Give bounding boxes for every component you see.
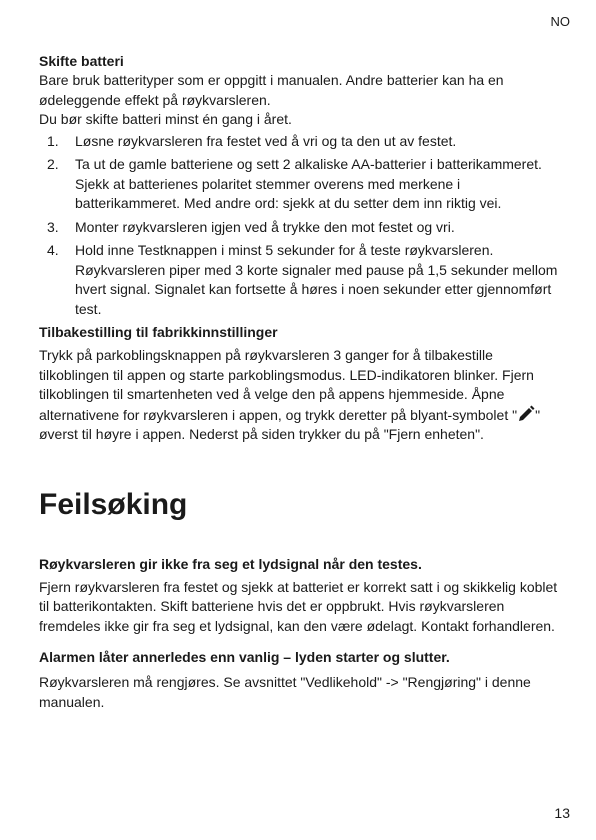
factory-reset-heading: Tilbakestilling til fabrikkinnstillinger [39,324,278,340]
step-text: Ta ut de gamle batteriene og sett 2 alkaliske AA-batterier i batterikammeret. Sjekk at batterienes polaritet stemmer overens med merkene i batterikammeret. Med andre ord: sjekk at du setter dem inn riktig vei. [75,156,542,211]
list-item [39,218,559,238]
battery-steps [39,132,559,320]
step-number: 4. [47,242,59,258]
step-number: 1. [47,132,59,149]
issue-no-sound [39,555,559,637]
step-text: Hold inne Testknappen i minst 5 sekunder for å teste røykvarsleren. Røykvarsleren piper med 3 korte signaler med pause på 1,5 sekunder mellom hvert signal. Signalet kan fortsette å høres i noen sekunder etter gjennomført test. [75,242,558,317]
language-code: NO [550,14,570,29]
battery-heading: Skifte batteri [39,53,124,69]
issue-text: Røykvarsleren må rengjøres. Se avsnittet "Vedlikehold" -> "Rengjøring" i denne manualen. [39,674,531,710]
factory-reset-text [39,346,559,445]
issue-text: Fjern røykvarsleren fra festet og sjekk at batteriet er korrekt satt i og skikkelig koblet til batterikontakten. Skift batteriene hvis det er oppbrukt. Hvis røykvarsleren fremdeles ikke gir fra seg et lydsignal, kan den være ødelagt. Kontakt forhandleren. [39,578,558,634]
battery-section [39,52,559,319]
issue-heading: Alarmen låter annerledes enn vanlig – lyden starter og slutter. [39,649,450,665]
pencil-icon [517,405,535,423]
issue-intermittent-alarm [39,648,559,712]
battery-frequency: Du bør skifte batteri minst én gang i året. [39,111,292,127]
step-text: Monter røykvarsleren igjen ved å trykke den mot festet og vri. [75,218,455,235]
step-number: 2. [47,156,59,172]
step-text: Løsne røykvarsleren fra festet ved å vri og ta den ut av festet. [75,132,457,149]
reset-text-part-1: Trykk på parkoblingsknappen på røykvarsleren 3 ganger for å tilbakestille tilkoblingen til appen og starte parkoblingsmodus. LED-indikatoren blinker. Fjern tilkoblingen til smartenheten ved å velge den på appens hjemmeside. Åpne alternativene for røykvarsleren i appen, og trykk deretter på blyant-symbolet " [39,347,534,423]
step-number: 3. [47,218,59,235]
factory-reset-section [39,323,559,445]
page-content [39,52,559,712]
page-number: 13 [554,805,570,821]
battery-intro: Bare bruk batterityper som er oppgitt i manualen. Andre batterier kan ha en ødeleggende effekt på røykvarsleren. [39,72,504,108]
reset-text-part-2: " øverst til høyre i appen. Nederst på siden trykker du på "Fjern enheten". [39,406,541,442]
list-item [39,241,559,319]
list-item [39,155,559,214]
issue-heading: Røykvarsleren gir ikke fra seg et lydsignal når den testes. [39,555,422,572]
troubleshooting-title: Feilsøking [39,487,188,521]
list-item [39,132,559,152]
